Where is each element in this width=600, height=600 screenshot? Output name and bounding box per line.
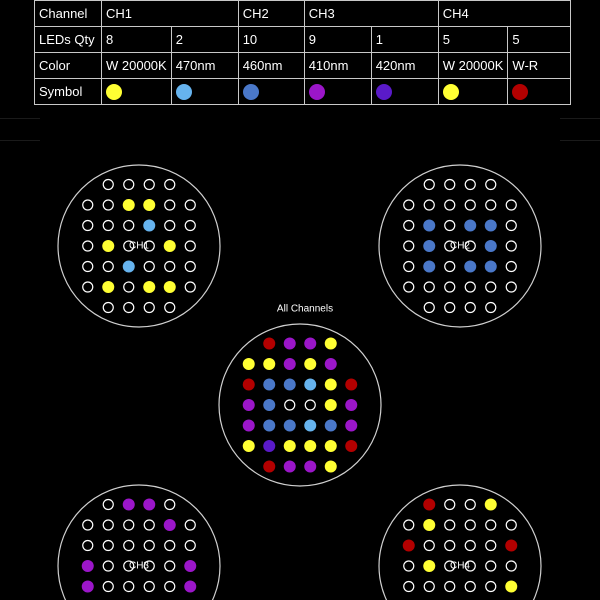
led-empty bbox=[465, 500, 475, 510]
led-violet-410nm bbox=[345, 399, 357, 411]
color-cell: 470nm bbox=[171, 53, 238, 79]
led-white-20000k bbox=[325, 338, 337, 350]
color-cell: 420nm bbox=[371, 53, 438, 79]
led-violet-410nm bbox=[184, 560, 196, 572]
led-blue-460nm bbox=[263, 379, 275, 391]
led-red-w-r bbox=[423, 499, 435, 511]
led-empty bbox=[165, 262, 175, 272]
led-violet-410nm bbox=[304, 461, 316, 473]
led-empty bbox=[424, 180, 434, 190]
led-empty bbox=[486, 200, 496, 210]
qty-cell: 5 bbox=[438, 27, 508, 53]
led-violet-410nm bbox=[143, 499, 155, 511]
led-empty bbox=[465, 541, 475, 551]
led-empty bbox=[103, 520, 113, 530]
led-empty bbox=[465, 582, 475, 592]
led-empty bbox=[83, 262, 93, 272]
led-empty bbox=[465, 180, 475, 190]
fixture-all bbox=[219, 324, 381, 486]
led-empty bbox=[103, 180, 113, 190]
led-empty bbox=[404, 582, 414, 592]
color-cell: 410nm bbox=[304, 53, 371, 79]
led-empty bbox=[103, 561, 113, 571]
led-blue-470nm bbox=[143, 220, 155, 232]
led-blue-460nm bbox=[263, 399, 275, 411]
channel-ch4: CH4 bbox=[438, 1, 571, 27]
led-empty bbox=[185, 200, 195, 210]
led-white-20000k bbox=[325, 440, 337, 452]
led-violet-410nm bbox=[164, 519, 176, 531]
led-empty bbox=[506, 241, 516, 251]
led-white-20000k bbox=[325, 379, 337, 391]
led-empty bbox=[506, 282, 516, 292]
led-empty bbox=[124, 541, 134, 551]
fixture-label-ch4: CH4 bbox=[449, 560, 471, 572]
led-blue-460nm bbox=[423, 240, 435, 252]
led-red-w-r bbox=[263, 338, 275, 350]
led-white-20000k bbox=[284, 440, 296, 452]
led-empty bbox=[103, 221, 113, 231]
led-empty bbox=[103, 200, 113, 210]
led-empty bbox=[486, 582, 496, 592]
led-empty bbox=[83, 200, 93, 210]
qty-cell: 2 bbox=[171, 27, 238, 53]
led-blue-460nm bbox=[284, 379, 296, 391]
led-empty bbox=[285, 400, 295, 410]
led-empty bbox=[404, 282, 414, 292]
led-empty bbox=[144, 582, 154, 592]
led-empty bbox=[404, 520, 414, 530]
led-white-20000k bbox=[164, 240, 176, 252]
led-empty bbox=[445, 221, 455, 231]
led-blue-460nm bbox=[485, 240, 497, 252]
led-empty bbox=[185, 241, 195, 251]
led-empty bbox=[144, 262, 154, 272]
led-white-20000k bbox=[164, 281, 176, 293]
fixture-outline bbox=[379, 485, 541, 600]
led-violet-420nm bbox=[263, 440, 275, 452]
led-empty bbox=[445, 180, 455, 190]
led-blue-460nm bbox=[423, 261, 435, 273]
led-empty bbox=[465, 303, 475, 313]
qty-cell: 1 bbox=[371, 27, 438, 53]
led-empty bbox=[124, 520, 134, 530]
led-empty bbox=[185, 520, 195, 530]
led-white-20000k bbox=[263, 358, 275, 370]
color-cell: W 20000K bbox=[438, 53, 508, 79]
row-label-channel: Channel bbox=[35, 1, 102, 27]
led-blue-470nm bbox=[123, 261, 135, 273]
led-empty bbox=[185, 282, 195, 292]
color-cell: W 20000K bbox=[102, 53, 172, 79]
channel-ch1: CH1 bbox=[102, 1, 239, 27]
led-empty bbox=[305, 400, 315, 410]
led-white-20000k bbox=[243, 358, 255, 370]
led-empty bbox=[506, 520, 516, 530]
led-blue-460nm bbox=[464, 220, 476, 232]
led-empty bbox=[144, 303, 154, 313]
qty-cell: 5 bbox=[508, 27, 571, 53]
led-blue-460nm bbox=[485, 261, 497, 273]
led-empty bbox=[185, 541, 195, 551]
led-empty bbox=[124, 282, 134, 292]
led-empty bbox=[124, 303, 134, 313]
led-violet-410nm bbox=[284, 461, 296, 473]
led-red-w-r bbox=[505, 540, 517, 552]
led-empty bbox=[404, 561, 414, 571]
led-violet-410nm bbox=[123, 499, 135, 511]
led-white-20000k bbox=[485, 499, 497, 511]
led-empty bbox=[424, 303, 434, 313]
led-empty bbox=[506, 200, 516, 210]
led-blue-460nm bbox=[263, 420, 275, 432]
led-blue-460nm bbox=[464, 261, 476, 273]
led-blue-460nm bbox=[423, 220, 435, 232]
led-empty bbox=[124, 180, 134, 190]
led-white-20000k bbox=[423, 560, 435, 572]
led-empty bbox=[486, 180, 496, 190]
qty-cell: 10 bbox=[238, 27, 304, 53]
led-empty bbox=[506, 221, 516, 231]
led-empty bbox=[165, 180, 175, 190]
fixture-outline bbox=[58, 485, 220, 600]
led-empty bbox=[445, 582, 455, 592]
led-white-20000k bbox=[143, 199, 155, 211]
led-empty bbox=[445, 200, 455, 210]
led-empty bbox=[83, 221, 93, 231]
led-white-20000k bbox=[102, 281, 114, 293]
led-empty bbox=[124, 221, 134, 231]
led-empty bbox=[465, 520, 475, 530]
led-white-20000k bbox=[325, 461, 337, 473]
led-empty bbox=[103, 541, 113, 551]
led-empty bbox=[424, 541, 434, 551]
led-empty bbox=[486, 561, 496, 571]
led-empty bbox=[445, 303, 455, 313]
led-empty bbox=[165, 303, 175, 313]
led-white-20000k bbox=[123, 199, 135, 211]
channel-ch2: CH2 bbox=[238, 1, 304, 27]
led-empty bbox=[424, 582, 434, 592]
led-violet-410nm bbox=[284, 338, 296, 350]
led-white-20000k bbox=[304, 440, 316, 452]
led-empty bbox=[83, 520, 93, 530]
led-white-20000k bbox=[143, 281, 155, 293]
led-violet-410nm bbox=[243, 420, 255, 432]
led-empty bbox=[424, 282, 434, 292]
led-white-20000k bbox=[243, 440, 255, 452]
led-empty bbox=[506, 561, 516, 571]
led-empty bbox=[144, 541, 154, 551]
qty-cell: 8 bbox=[102, 27, 172, 53]
led-white-20000k bbox=[325, 399, 337, 411]
led-violet-410nm bbox=[325, 358, 337, 370]
led-red-w-r bbox=[403, 540, 415, 552]
led-empty bbox=[165, 561, 175, 571]
led-blue-470nm bbox=[304, 420, 316, 432]
led-empty bbox=[445, 520, 455, 530]
led-empty bbox=[424, 200, 434, 210]
led-blue-460nm bbox=[325, 420, 337, 432]
qty-cell: 9 bbox=[304, 27, 371, 53]
led-empty bbox=[486, 303, 496, 313]
led-white-20000k bbox=[505, 581, 517, 593]
led-empty bbox=[144, 180, 154, 190]
row-label-qty: LEDs Qty bbox=[35, 27, 102, 53]
led-empty bbox=[103, 303, 113, 313]
led-blue-460nm bbox=[284, 420, 296, 432]
led-empty bbox=[165, 500, 175, 510]
led-empty bbox=[445, 500, 455, 510]
led-red-w-r bbox=[345, 440, 357, 452]
led-empty bbox=[83, 282, 93, 292]
color-cell: 460nm bbox=[238, 53, 304, 79]
led-empty bbox=[103, 262, 113, 272]
led-white-20000k bbox=[304, 358, 316, 370]
led-empty bbox=[445, 282, 455, 292]
led-violet-410nm bbox=[243, 399, 255, 411]
led-blue-460nm bbox=[485, 220, 497, 232]
led-red-w-r bbox=[345, 379, 357, 391]
led-violet-410nm bbox=[82, 560, 94, 572]
led-empty bbox=[103, 500, 113, 510]
fixture-ch3 bbox=[58, 485, 220, 600]
led-red-w-r bbox=[263, 461, 275, 473]
led-violet-410nm bbox=[184, 581, 196, 593]
led-white-20000k bbox=[423, 519, 435, 531]
led-empty bbox=[445, 541, 455, 551]
led-blue-470nm bbox=[304, 379, 316, 391]
led-empty bbox=[465, 282, 475, 292]
led-empty bbox=[83, 541, 93, 551]
led-violet-410nm bbox=[82, 581, 94, 593]
fixture-label-ch3: CH3 bbox=[128, 560, 150, 572]
fixture-label-ch1: CH1 bbox=[128, 240, 150, 252]
led-empty bbox=[165, 200, 175, 210]
channel-ch3: CH3 bbox=[304, 1, 438, 27]
led-empty bbox=[83, 241, 93, 251]
led-empty bbox=[185, 221, 195, 231]
led-empty bbox=[486, 282, 496, 292]
led-empty bbox=[165, 221, 175, 231]
led-violet-410nm bbox=[284, 358, 296, 370]
led-empty bbox=[404, 241, 414, 251]
fixture-ch4 bbox=[379, 485, 541, 600]
led-empty bbox=[165, 582, 175, 592]
led-white-20000k bbox=[102, 240, 114, 252]
led-empty bbox=[404, 221, 414, 231]
led-empty bbox=[185, 262, 195, 272]
led-red-w-r bbox=[243, 379, 255, 391]
led-violet-410nm bbox=[345, 420, 357, 432]
row-label-color: Color bbox=[35, 53, 102, 79]
fixture-label-ch2: CH2 bbox=[449, 240, 471, 252]
led-violet-410nm bbox=[304, 338, 316, 350]
led-empty bbox=[506, 262, 516, 272]
led-empty bbox=[486, 520, 496, 530]
row-label-symbol: Symbol bbox=[35, 79, 102, 105]
led-empty bbox=[404, 200, 414, 210]
fixture-label-all: All Channels bbox=[276, 303, 334, 315]
led-empty bbox=[124, 582, 134, 592]
led-empty bbox=[404, 262, 414, 272]
led-empty bbox=[103, 582, 113, 592]
color-cell: W-R bbox=[508, 53, 571, 79]
led-empty bbox=[144, 520, 154, 530]
led-empty bbox=[465, 200, 475, 210]
led-empty bbox=[445, 262, 455, 272]
led-empty bbox=[486, 541, 496, 551]
led-empty bbox=[165, 541, 175, 551]
